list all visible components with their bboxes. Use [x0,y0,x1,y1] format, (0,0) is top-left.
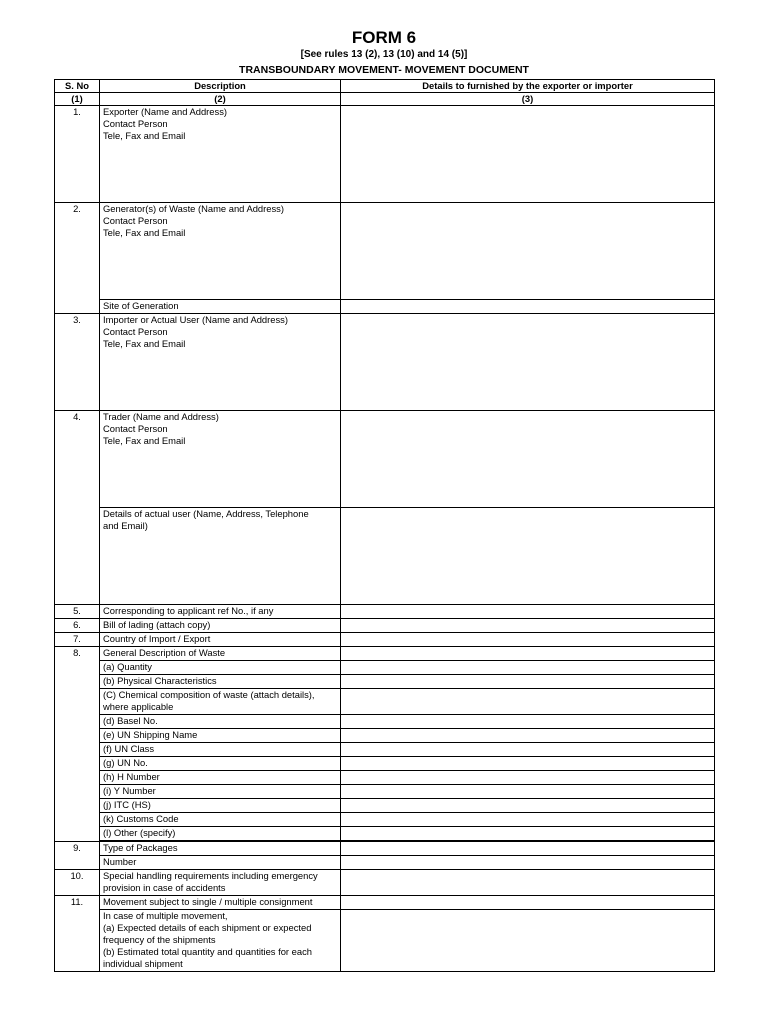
rules-reference: [See rules 13 (2), 13 (10) and 14 (5)] [300,49,468,60]
table-row [55,619,715,633]
table-row [55,896,715,910]
table-row [55,314,715,411]
table-header-row [55,80,715,93]
table-row [55,799,715,813]
chemical-composition-field[interactable] [341,689,715,715]
table-row [55,856,715,870]
special-handling-label [100,870,341,896]
un-shipping-name-label: (e) UN Shipping Name [100,729,341,743]
table-row [55,729,715,743]
form-subtitle: TRANSBOUNDARY MOVEMENT- MOVEMENT DOCUMENT [239,64,529,76]
packages-number-field[interactable] [341,856,715,870]
site-of-generation-field[interactable] [341,300,715,314]
description-line: In case of multiple movement, [103,910,228,921]
h-number-label: (h) H Number [100,771,341,785]
customs-code-label: (k) Customs Code [100,813,341,827]
sno-header: S. No [55,80,100,93]
row-number: 3. [55,314,100,411]
country-label: Country of Import / Export [100,633,341,647]
description-line: Exporter (Name and Address) [103,106,228,117]
other-specify-label: (l) Other (specify) [100,827,341,841]
row-number: 4. [55,411,100,605]
description-number: (2) [100,93,341,106]
other-specify-field[interactable] [341,827,715,841]
table-row [55,508,715,605]
description-line: and Email) [103,520,148,531]
quantity-field[interactable] [341,661,715,675]
waste-description-field[interactable] [341,647,715,661]
itc-hs-label: (j) ITC (HS) [100,799,341,813]
consignment-type-label: Movement subject to single / multiple consignment [100,896,341,910]
description-line: (C) Chemical composition of waste (attach details), [103,689,315,700]
consignment-type-field[interactable] [341,896,715,910]
applicant-ref-label: Corresponding to applicant ref No., if any [100,605,341,619]
bill-of-lading-label: Bill of lading (attach copy) [100,619,341,633]
description-line: Contact Person [103,423,168,434]
description-line: where applicable [103,701,174,712]
special-handling-field[interactable] [341,870,715,896]
un-no-label: (g) UN No. [100,757,341,771]
description-line: Contact Person [103,215,168,226]
trader-description [100,411,341,508]
generator-details-field[interactable] [341,203,715,300]
actual-user-details-field[interactable] [341,508,715,605]
description-line: individual shipment [103,958,183,969]
table-row [55,813,715,827]
table-row [55,785,715,799]
row-number: 2. [55,203,100,314]
row-number: 1. [55,106,100,203]
site-of-generation-label: Site of Generation [100,300,341,314]
row-number: 10. [55,870,100,896]
type-of-packages-field[interactable] [341,842,715,856]
row-number: 8. [55,647,100,842]
un-class-label: (f) UN Class [100,743,341,757]
un-no-field[interactable] [341,757,715,771]
table-row [55,647,715,661]
row-number: 6. [55,619,100,633]
table-row [55,203,715,300]
description-header: Description [100,80,341,93]
bill-of-lading-field[interactable] [341,619,715,633]
details-number: (3) [341,93,715,106]
h-number-field[interactable] [341,771,715,785]
table-row [55,689,715,715]
table-row [55,757,715,771]
description-line: Trader (Name and Address) [103,411,219,422]
trader-details-field[interactable] [341,411,715,508]
table-row [55,715,715,729]
description-line: (a) Expected details of each shipment or expected [103,922,312,933]
description-line: Tele, Fax and Email [103,227,186,238]
table-row [55,300,715,314]
row-number: 7. [55,633,100,647]
description-line: Details of actual user (Name, Address, Telephone [103,508,309,519]
table-row [55,675,715,689]
description-line: Contact Person [103,326,168,337]
importer-description [100,314,341,411]
description-line: Tele, Fax and Email [103,435,186,446]
customs-code-field[interactable] [341,813,715,827]
description-line: Generator(s) of Waste (Name and Address) [103,203,284,214]
importer-details-field[interactable] [341,314,715,411]
actual-user-description [100,508,341,605]
physical-characteristics-field[interactable] [341,675,715,689]
y-number-label: (i) Y Number [100,785,341,799]
itc-hs-field[interactable] [341,799,715,813]
applicant-ref-field[interactable] [341,605,715,619]
table-row [55,870,715,896]
type-of-packages-label: Type of Packages [100,842,341,856]
table-row [55,633,715,647]
exporter-description [100,106,341,203]
generator-description [100,203,341,300]
table-row [55,910,715,972]
basel-no-label: (d) Basel No. [100,715,341,729]
table-row [55,827,715,841]
row-number: 11. [55,896,100,972]
description-line: Tele, Fax and Email [103,130,186,141]
chemical-composition-label [100,689,341,715]
description-line: provision in case of accidents [103,882,226,893]
description-line: Tele, Fax and Email [103,338,186,349]
description-line: (b) Estimated total quantity and quantities for each [103,946,312,957]
country-field[interactable] [341,633,715,647]
description-line: frequency of the shipments [103,934,216,945]
multiple-movement-field[interactable] [341,910,715,972]
physical-characteristics-label: (b) Physical Characteristics [100,675,341,689]
row-number: 9. [55,842,100,870]
multiple-movement-label [100,910,341,972]
table-row [55,411,715,508]
column-number-row [55,93,715,106]
un-shipping-name-field[interactable] [341,729,715,743]
table-row [55,743,715,757]
waste-description-label: General Description of Waste [100,647,341,661]
un-class-field[interactable] [341,743,715,757]
exporter-details-field[interactable] [341,106,715,203]
movement-document-table [54,79,715,972]
description-line: Contact Person [103,118,168,129]
quantity-label: (a) Quantity [100,661,341,675]
y-number-field[interactable] [341,785,715,799]
sno-number: (1) [55,93,100,106]
form-title: FORM 6 [351,28,417,47]
table-row [55,605,715,619]
packages-number-label: Number [100,856,341,870]
description-line: Special handling requirements including emergency [103,870,318,881]
table-row [55,661,715,675]
table-row [55,842,715,856]
table-row [55,106,715,203]
basel-no-field[interactable] [341,715,715,729]
table-row [55,771,715,785]
row-number: 5. [55,605,100,619]
details-header: Details to furnished by the exporter or importer [341,80,715,93]
description-line: Importer or Actual User (Name and Address) [103,314,288,325]
